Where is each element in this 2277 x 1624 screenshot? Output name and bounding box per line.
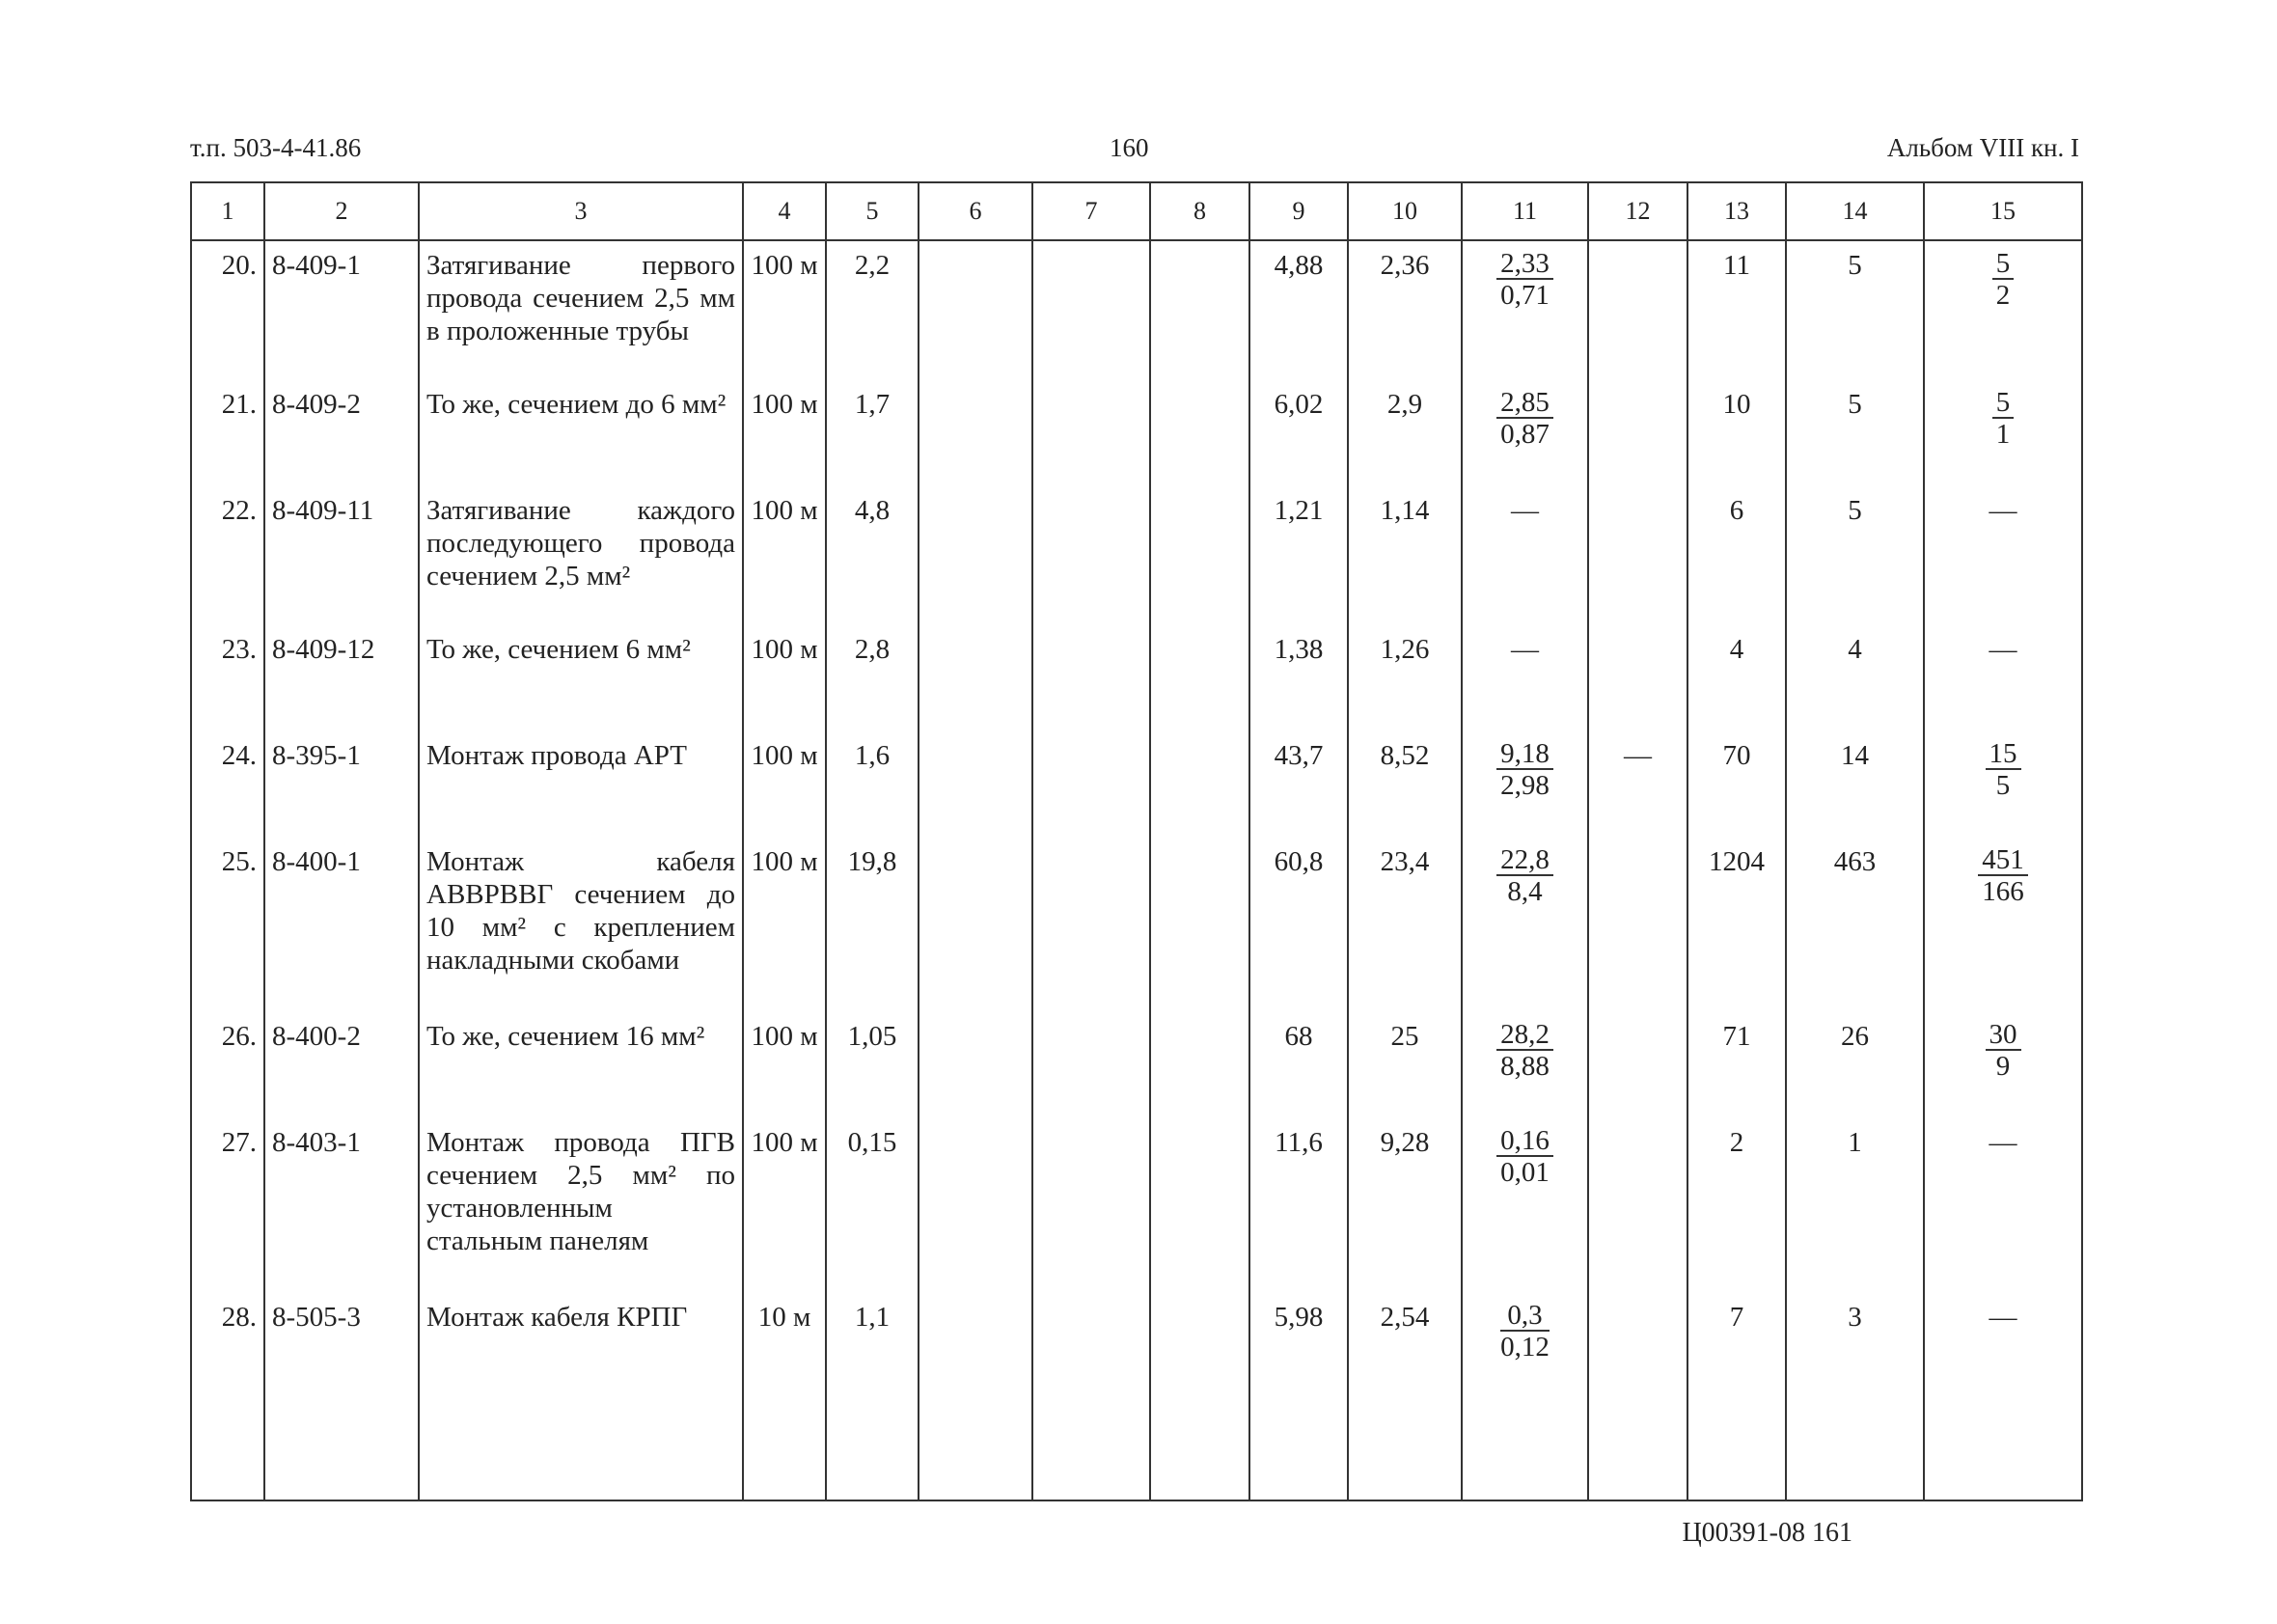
col-6 (919, 625, 1032, 731)
col-7 (1032, 625, 1150, 731)
footer-code: Ц00391-08 161 (1682, 1518, 1852, 1548)
col-header: 9 (1249, 182, 1348, 240)
table-row (191, 240, 2082, 380)
unit: 100 м (743, 838, 826, 1012)
col-15 (1924, 1118, 2082, 1293)
fraction-denominator: 2 (1995, 280, 2011, 311)
col-header: 6 (919, 182, 1032, 240)
fraction (1496, 388, 1553, 450)
table-row (191, 1012, 2082, 1118)
fraction-numerator: 451 (1978, 845, 2028, 876)
fraction-numerator: 22,8 (1496, 845, 1553, 876)
fraction-numerator: 0,3 (1500, 1301, 1550, 1332)
col-10: 25 (1348, 1012, 1462, 1118)
album-label: Альбом VIII кн. I (1886, 133, 2079, 162)
fraction (1992, 249, 2015, 311)
page-number: 160 (1110, 133, 1149, 162)
fraction-denominator: 0,71 (1500, 280, 1550, 311)
rate-code: 8-409-11 (264, 486, 419, 626)
table-row (191, 1118, 2082, 1293)
col-6 (919, 380, 1032, 486)
dash: — (1511, 494, 1539, 526)
col-6 (919, 1118, 1032, 1293)
col-11 (1462, 625, 1588, 731)
col-7 (1032, 1118, 1150, 1293)
col-14: 463 (1786, 838, 1924, 1012)
fraction-numerator: 28,2 (1496, 1020, 1553, 1051)
unit: 100 м (743, 625, 826, 731)
col-6 (919, 1012, 1032, 1118)
col-13: 10 (1687, 380, 1786, 486)
fraction-denominator: 0,01 (1500, 1156, 1550, 1188)
unit: 100 м (743, 1118, 826, 1293)
unit: 100 м (743, 240, 826, 380)
col-header: 13 (1687, 182, 1786, 240)
fraction (1978, 845, 2028, 907)
col-header: 8 (1150, 182, 1249, 240)
col-8 (1150, 1118, 1249, 1293)
work-description: То же, сечением 16 мм² (419, 1012, 743, 1118)
quantity: 0,15 (826, 1118, 919, 1293)
fraction-numerator: 2,33 (1496, 249, 1553, 280)
work-description: Монтаж провода АРТ (419, 731, 743, 838)
col-14: 5 (1786, 240, 1924, 380)
rate-code: 8-505-3 (264, 1293, 419, 1500)
col-15 (1924, 625, 2082, 731)
table-row (191, 838, 2082, 1012)
document-code: т.п. 503-4-41.86 (190, 133, 362, 162)
col-11 (1462, 838, 1588, 1012)
col-8 (1150, 380, 1249, 486)
fraction-denominator: 0,12 (1500, 1331, 1550, 1363)
col-11 (1462, 731, 1588, 838)
dash: — (1989, 1126, 2017, 1158)
fraction-denominator: 8,4 (1507, 875, 1543, 907)
fraction-numerator: 0,16 (1496, 1126, 1553, 1157)
col-9: 1,21 (1249, 486, 1348, 626)
dash: — (1511, 634, 1539, 666)
quantity: 1,6 (826, 731, 919, 838)
table-row (191, 1293, 2082, 1500)
fraction-denominator: 0,87 (1500, 418, 1550, 450)
col-7 (1032, 731, 1150, 838)
col-8 (1150, 625, 1249, 731)
rate-code: 8-400-2 (264, 1012, 419, 1118)
col-9: 11,6 (1249, 1118, 1348, 1293)
col-header: 3 (419, 182, 743, 240)
col-header: 15 (1924, 182, 2082, 240)
quantity: 4,8 (826, 486, 919, 626)
col-12 (1588, 240, 1687, 380)
fraction (1496, 1126, 1553, 1188)
col-header: 1 (191, 182, 264, 240)
rate-code: 8-409-2 (264, 380, 419, 486)
col-13: 11 (1687, 240, 1786, 380)
col-15 (1924, 240, 2082, 380)
col-9: 6,02 (1249, 380, 1348, 486)
fraction-denominator: 5 (1995, 770, 2011, 802)
row-number: 28. (191, 1293, 264, 1500)
fraction (1496, 1020, 1553, 1082)
col-14: 26 (1786, 1012, 1924, 1118)
col-9: 5,98 (1249, 1293, 1348, 1500)
quantity: 1,7 (826, 380, 919, 486)
col-10: 9,28 (1348, 1118, 1462, 1293)
fraction (1496, 739, 1553, 801)
col-6 (919, 240, 1032, 380)
col-7 (1032, 1012, 1150, 1118)
work-description: То же, сечением до 6 мм² (419, 380, 743, 486)
work-description: Монтаж кабеля АВВРВВГ сечением до 10 мм² с креплением накладными скобами (419, 838, 743, 1012)
col-7 (1032, 240, 1150, 380)
fraction-numerator: 2,85 (1496, 388, 1553, 419)
col-11 (1462, 486, 1588, 626)
col-header: 12 (1588, 182, 1687, 240)
col-9: 60,8 (1249, 838, 1348, 1012)
fraction-numerator: 5 (1992, 249, 2015, 280)
rate-code: 8-409-1 (264, 240, 419, 380)
dash: — (1989, 1301, 2017, 1333)
col-12 (1588, 1293, 1687, 1500)
col-9: 68 (1249, 1012, 1348, 1118)
col-15 (1924, 486, 2082, 626)
dash: — (1989, 634, 2017, 666)
table-row (191, 731, 2082, 838)
dash: — (1989, 494, 2017, 526)
quantity: 2,8 (826, 625, 919, 731)
fraction-denominator: 1 (1995, 418, 2011, 450)
col-header: 7 (1032, 182, 1150, 240)
fraction (1992, 388, 2015, 450)
unit: 100 м (743, 486, 826, 626)
col-15 (1924, 731, 2082, 838)
col-13: 71 (1687, 1012, 1786, 1118)
work-description: Монтаж кабеля КРПГ (419, 1293, 743, 1500)
col-12 (1588, 1012, 1687, 1118)
quantity: 1,1 (826, 1293, 919, 1500)
work-description: Затягивание каждого последующего провода сечением 2,5 мм² (419, 486, 743, 626)
unit: 10 м (743, 1293, 826, 1500)
row-number: 26. (191, 1012, 264, 1118)
fraction (1496, 845, 1553, 907)
col-header: 14 (1786, 182, 1924, 240)
col-11 (1462, 1012, 1588, 1118)
col-10: 1,26 (1348, 625, 1462, 731)
col-8 (1150, 486, 1249, 626)
col-13: 2 (1687, 1118, 1786, 1293)
quantity: 2,2 (826, 240, 919, 380)
col-9: 4,88 (1249, 240, 1348, 380)
col-8 (1150, 731, 1249, 838)
unit: 100 м (743, 731, 826, 838)
col-11 (1462, 1118, 1588, 1293)
row-number: 24. (191, 731, 264, 838)
col-15 (1924, 380, 2082, 486)
col-7 (1032, 486, 1150, 626)
col-11 (1462, 240, 1588, 380)
col-header: 11 (1462, 182, 1588, 240)
quantity: 19,8 (826, 838, 919, 1012)
col-15 (1924, 838, 2082, 1012)
col-10: 1,14 (1348, 486, 1462, 626)
col-header: 10 (1348, 182, 1462, 240)
col-12 (1588, 625, 1687, 731)
col-14: 3 (1786, 1293, 1924, 1500)
col-12 (1588, 1118, 1687, 1293)
fraction-numerator: 9,18 (1496, 739, 1553, 770)
fraction-denominator: 2,98 (1500, 770, 1550, 802)
fraction (1986, 1020, 2021, 1082)
table-row (191, 380, 2082, 486)
col-12: — (1588, 731, 1687, 838)
col-13: 6 (1687, 486, 1786, 626)
col-8 (1150, 1012, 1249, 1118)
col-12 (1588, 486, 1687, 626)
col-14: 14 (1786, 731, 1924, 838)
col-12 (1588, 380, 1687, 486)
col-13: 1204 (1687, 838, 1786, 1012)
col-13: 70 (1687, 731, 1786, 838)
quantity: 1,05 (826, 1012, 919, 1118)
unit: 100 м (743, 1012, 826, 1118)
column-number-row (191, 182, 2082, 240)
col-8 (1150, 1293, 1249, 1500)
rate-code: 8-409-12 (264, 625, 419, 731)
row-number: 27. (191, 1118, 264, 1293)
col-9: 43,7 (1249, 731, 1348, 838)
col-header: 5 (826, 182, 919, 240)
work-description: Монтаж провода ПГВ сечением 2,5 мм² по установленным стальным панелям (419, 1118, 743, 1293)
col-header: 2 (264, 182, 419, 240)
col-10: 2,9 (1348, 380, 1462, 486)
col-15 (1924, 1293, 2082, 1500)
table-row (191, 625, 2082, 731)
col-6 (919, 838, 1032, 1012)
rate-code: 8-400-1 (264, 838, 419, 1012)
col-8 (1150, 240, 1249, 380)
fraction-denominator: 9 (1995, 1050, 2011, 1082)
col-7 (1032, 380, 1150, 486)
rate-code: 8-395-1 (264, 731, 419, 838)
table-row (191, 486, 2082, 626)
col-7 (1032, 1293, 1150, 1500)
unit: 100 м (743, 380, 826, 486)
row-number: 20. (191, 240, 264, 380)
col-11 (1462, 1293, 1588, 1500)
col-6 (919, 731, 1032, 838)
fraction (1986, 739, 2021, 801)
fraction-numerator: 30 (1986, 1020, 2021, 1051)
fraction-denominator: 8,88 (1500, 1050, 1550, 1082)
col-13: 4 (1687, 625, 1786, 731)
row-number: 25. (191, 838, 264, 1012)
col-10: 2,36 (1348, 240, 1462, 380)
fraction-numerator: 5 (1992, 388, 2015, 419)
fraction-denominator: 166 (1982, 875, 2024, 907)
fraction-numerator: 15 (1986, 739, 2021, 770)
row-number: 22. (191, 486, 264, 626)
fraction (1496, 249, 1553, 311)
col-10: 23,4 (1348, 838, 1462, 1012)
col-12 (1588, 838, 1687, 1012)
col-14: 1 (1786, 1118, 1924, 1293)
col-10: 8,52 (1348, 731, 1462, 838)
col-15 (1924, 1012, 2082, 1118)
col-13: 7 (1687, 1293, 1786, 1500)
rate-code: 8-403-1 (264, 1118, 419, 1293)
row-number: 23. (191, 625, 264, 731)
fraction (1500, 1301, 1550, 1363)
col-9: 1,38 (1249, 625, 1348, 731)
col-14: 4 (1786, 625, 1924, 731)
col-11 (1462, 380, 1588, 486)
estimate-table (190, 181, 2083, 1501)
col-14: 5 (1786, 486, 1924, 626)
work-description: То же, сечением 6 мм² (419, 625, 743, 731)
col-8 (1150, 838, 1249, 1012)
col-14: 5 (1786, 380, 1924, 486)
col-header: 4 (743, 182, 826, 240)
col-7 (1032, 838, 1150, 1012)
col-6 (919, 1293, 1032, 1500)
row-number: 21. (191, 380, 264, 486)
col-6 (919, 486, 1032, 626)
work-description: Затягивание первого провода сечением 2,5 мм в проложенные трубы (419, 240, 743, 380)
col-10: 2,54 (1348, 1293, 1462, 1500)
